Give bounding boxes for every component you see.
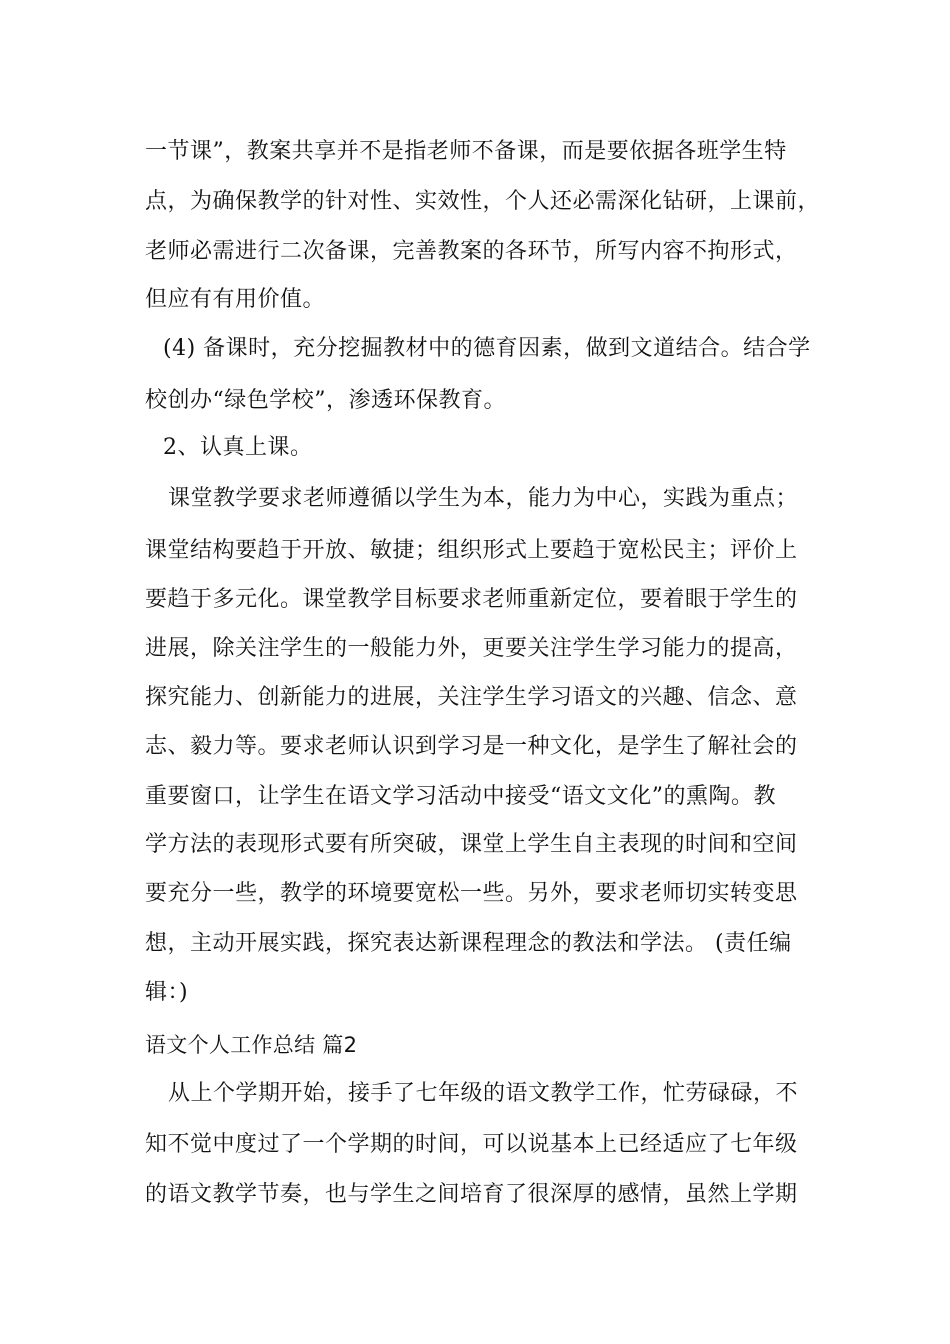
section-heading: 2、认真上课。 <box>163 435 313 460</box>
paragraph-line: 知不觉中度过了一个学期的时间，可以说基本上已经适应了七年级 <box>145 1132 798 1157</box>
paragraph-line: 从上个学期开始，接手了七年级的语文教学工作，忙劳碌碌，不 <box>168 1081 799 1106</box>
paragraph-line: 校创办“绿色学校”，渗透环保教育。 <box>145 388 506 413</box>
paragraph-line: 重要窗口，让学生在语文学习活动中接受“语文文化”的熏陶。教 <box>145 784 776 809</box>
paragraph-line: 进展，除关注学生的一般能力外，更要关注学生学习能力的提高， <box>145 636 798 661</box>
paragraph-line: (4) 备课时，充分挖掘教材中的德育因素，做到文道结合。结合学 <box>163 336 811 361</box>
paragraph-line: 老师必需进行二次备课，完善教案的各环节，所写内容不拘形式， <box>145 239 798 264</box>
paragraph-line: 辑：) <box>145 980 189 1005</box>
paragraph-line: 想，主动开展实践，探究表达新课程理念的教法和学法。 (责任编 <box>145 931 792 956</box>
paragraph-line: 的语文教学节奏，也与学生之间培育了很深厚的感情，虽然上学期 <box>145 1182 798 1207</box>
paragraph-line: 一节课”，教案共享并不是指老师不备课，而是要依据各班学生特 <box>145 139 787 164</box>
paragraph-line: 学方法的表现形式要有所突破，课堂上学生自主表现的时间和空间 <box>145 832 798 857</box>
article-heading: 语文个人工作总结 篇2 <box>145 1033 358 1057</box>
paragraph-line: 志、毅力等。要求老师认识到学习是一种文化，是学生了解社会的 <box>145 734 798 759</box>
paragraph-line: 探究能力、创新能力的进展，关注学生学习语文的兴趣、信念、意 <box>145 685 798 710</box>
paragraph-line: 点，为确保教学的针对性、实效性，个人还必需深化钻研，上课前， <box>145 189 821 214</box>
paragraph-line: 课堂结构要趋于开放、敏捷；组织形式上要趋于宽松民主；评价上 <box>145 538 798 563</box>
paragraph-line: 课堂教学要求老师遵循以学生为本，能力为中心，实践为重点； <box>168 486 799 511</box>
paragraph-line: 要充分一些，教学的环境要宽松一些。另外，要求老师切实转变思 <box>145 881 798 906</box>
paragraph-line: 要趋于多元化。课堂教学目标要求老师重新定位，要着眼于学生的 <box>145 587 798 612</box>
paragraph-line: 但应有有用价值。 <box>145 287 326 312</box>
